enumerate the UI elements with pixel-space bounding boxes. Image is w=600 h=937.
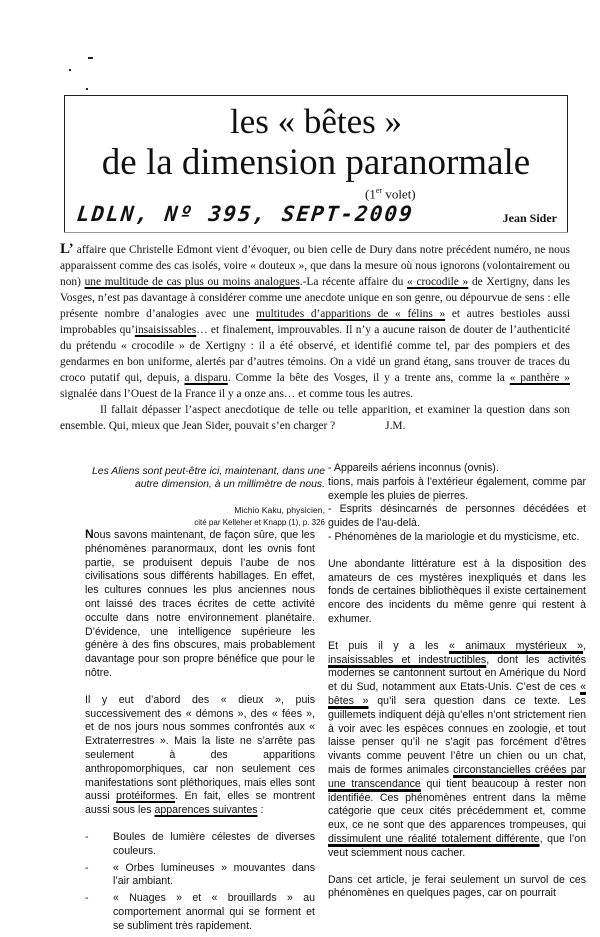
right-paragraph-2: Et puis il y a les « animaux mystérieux », insaisissables et indestructibles, dont les activités modernes se cantonnent surtout en Amérique du Nord et du Sud, notamment aux Etats-Unis. C’est de ces « bêtes » qu’il sera question dans ce texte. Les guillemets indiquent déjà qu’elles n’ont strictement rien à voir avec les espèces connues en zoologie, et tout laisse penser qu’il ne s’agit pas forcément d’êtres vivants comme peuvent l’être un chien ou un chat, mais de formes animales circonstancielles créées par une transcendance qui tient beaucoup à rester non identifiée. Ces phénomènes entrent dans la même catégorie que ceux cités précédemment et, comme eux, ce ne sont que des apparences trompeuses, qui dissimulent une réalité totalement différente, que l’on veut sciemment nous cacher. (328, 639, 587, 859)
intro-text (60, 241, 570, 434)
intro-paragraph-2: Il fallait dépasser l’aspect anecdotique de telle ou telle apparition, et examiner la question dans son ensemble. Qui, mieux que Jean Sider, pouvait s’en charger ? J.M. (60, 404, 570, 432)
left-paragraph-1: Nous savons maintenant, de façon sûre, que les phénomènes paranormaux, dont les ovnis font partie, se produisent depuis l’aube de nos civilisations sous différents habillages. En effet, les cultures connues les plus anciennes nous ont laissé des traces écrites de cette activité occulte dans notre environnement planétaire. D’évidence, une intelligence supérieure les génère à des fins obscures, mais probablement davantage pour son propre bénéfice que pour le nôtre. (85, 527, 315, 679)
list-item: - « Orbes lumineuses » mouvantes dans l’air ambiant. (85, 861, 315, 888)
scan-speck (86, 88, 88, 90)
author-name: Jean Sider (502, 211, 557, 225)
editor-signature: J.M. (385, 420, 406, 432)
list-item: - « Nuages » et « brouillards » au comportement anormal qui se forment et se subliment très rapidement. (85, 892, 315, 932)
right-paragraph-1: Une abondante littérature est à la disposition des amateurs de ces mystères inexpliqués et dans les fonds de certaines bibliothèques il existe certainement encore des incidents du même genre qui restent à exhumer. (328, 557, 586, 625)
handwritten-source-note: LDLN, Nº 395, SEPT-2009 (75, 202, 416, 226)
title-line-2: de la dimension paranormale (101, 142, 531, 183)
right-column (328, 462, 586, 914)
right-paragraph-3: Dans cet article, je ferai seulement un survol de ces phénomènes en quelques pages, car on pourrait (328, 873, 586, 900)
list-item: - Boules de lumière célestes de diverses couleurs. (85, 830, 315, 857)
title-box (64, 95, 568, 233)
list-item: - Esprits désincarnés de personnes décédées et guides de l’au-delà. (328, 503, 586, 530)
list-item: - Appareils aériens inconnus (ovnis). (328, 462, 499, 474)
epigraph-quote: Les Aliens sont peut-être ici, maintenant, dans une autre dimension, à un millimètre de nous. (92, 466, 325, 490)
epigraph-source: Michio Kaku, physicien, cité par Kelleher et Knapp (1), p. 326 (194, 505, 325, 527)
list-item: - Phénomènes de la mariologie et du mysticisme, etc. (328, 530, 580, 543)
scan-speck (88, 57, 93, 59)
apparitions-list (85, 831, 315, 934)
intro-paragraph-1: L’ affaire que Christelle Edmont vient d’évoquer, ou bien celle de Dury dans notre précédent numéro, ne nous apparaissent comme des cas isolés, voire « douteux », que dans la mesure où nous ignorons (volontairement ou non) une multitude de cas plus ou moins analogues.-La récente affaire du « crocodile » de Xertigny, dans les Vosges, n’est pas davantage à considérer comme une anecdote unique en son genre, ou dépourvue de sens : elle présente nombre d’analogies avec une multitudes d’apparitions de « félins » et autres bestioles aussi improbables qu’insaisissables… et finalement, improuvables. Il n’y a aucune raison de douter de l’authenticité du prétendu « crocodile » de Xertigny : il a été observé, et identifié comme tel, par des pompiers et des gendarmes en bon uniforme, alertés par d’autres témoins. On a vidé un grand étang, sans trouver de traces du croco putatif qui, depuis, a disparu. Comme la bête des Vosges, il y a trente ans, comme la « panthère » signalée dans l’Ouest de la France il y a onze ans… et comme tous les autres. (60, 241, 571, 400)
list-item: tions, mais parfois à l’extérieur également, comme par exemple les pluies de pierres. (328, 475, 586, 502)
scan-speck (69, 69, 71, 71)
left-column (85, 528, 315, 937)
title-line-1: les « bêtes » (229, 102, 403, 141)
left-paragraph-2: Il y eut d’abord des « dieux », puis successivement des « démons », des « fées », et de nos jours nous sommes confrontés aux « Extraterrestres ». Mais la liste ne s’arrête pas seulement à des apparitions anthropomorphiques, car non seulement ces manifestations sont pléthoriques, mais elles sont aussi protéiformes. En fait, elles se montrent aussi sous les apparences suivantes : (85, 693, 315, 817)
part-label: (1er volet) (365, 186, 416, 202)
